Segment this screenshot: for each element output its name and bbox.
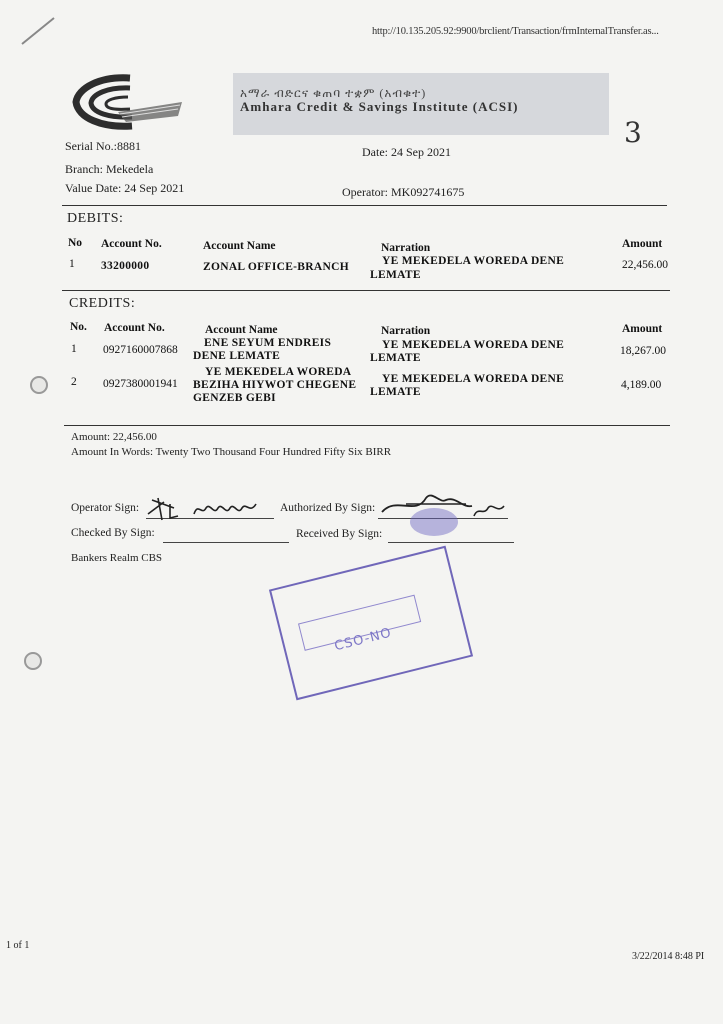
- credits-header-amount: Amount: [622, 323, 663, 335]
- debit-row-narration-line2: LEMATE: [370, 269, 421, 281]
- credits-header-narration: Narration: [381, 325, 431, 337]
- credits-header-account-name: Account Name: [205, 324, 278, 336]
- debits-header-no: No: [68, 237, 83, 249]
- credit-row-account-name-line1: ENE SEYUM ENDREIS: [204, 337, 332, 349]
- amount-in-words: Amount In Words: Twenty Two Thousand Four Hundred Fifty Six BIRR: [71, 446, 392, 458]
- print-timestamp: 3/22/2014 8:48 PI: [632, 951, 705, 962]
- serial-number: Serial No.:8881: [65, 139, 141, 153]
- debit-row-amount: 22,456.00: [622, 259, 668, 271]
- acsi-logo: [70, 72, 190, 132]
- page-url: http://10.135.205.92:9900/brclient/Transaction/frmInternalTransfer.as...: [372, 26, 659, 37]
- received-sign-label: Received By Sign:: [296, 528, 383, 540]
- credit-row-account-name-line2: DENE LEMATE: [193, 350, 281, 362]
- debits-header-narration: Narration: [381, 242, 431, 254]
- credit-row-account-name-line3: GENZEB GEBI: [193, 392, 276, 404]
- pin-mark: [18, 14, 58, 48]
- value-date: Value Date: 24 Sep 2021: [65, 181, 185, 195]
- credits-title: CREDITS:: [69, 296, 136, 311]
- divider: [62, 205, 667, 206]
- credit-row-narration-line2: LEMATE: [370, 386, 421, 398]
- credit-row-amount: 4,189.00: [621, 379, 662, 391]
- org-name-english: Amhara Credit & Savings Institute (ACSI): [240, 99, 519, 114]
- debit-row-no: 1: [69, 258, 75, 270]
- checked-sign-line: [163, 542, 289, 543]
- credit-row-account-name-line1: YE MEKEDELA WOREDA: [205, 366, 352, 378]
- branch: Branch: Mekedela: [65, 162, 154, 176]
- debit-row-narration-line1: YE MEKEDELA WOREDA DENE: [382, 255, 565, 267]
- checked-sign-label: Checked By Sign:: [71, 527, 155, 539]
- divider: [64, 425, 670, 426]
- stamp-text: CSO-NO: [332, 625, 394, 655]
- credit-row-no: 1: [71, 343, 77, 355]
- divider: [62, 290, 670, 291]
- debits-title: DEBITS:: [67, 211, 124, 226]
- operator-id: Operator: MK092741675: [342, 185, 465, 199]
- credit-row-amount: 18,267.00: [620, 345, 666, 357]
- authorized-signature: [376, 486, 512, 538]
- total-amount: Amount: 22,456.00: [71, 431, 157, 443]
- office-stamp: [269, 546, 473, 701]
- credit-row-narration-line2: LEMATE: [370, 352, 421, 364]
- page-count: 1 of 1: [6, 940, 30, 951]
- operator-signature: [144, 494, 264, 524]
- credit-row-no: 2: [71, 376, 77, 388]
- debits-header-account-name: Account Name: [203, 240, 276, 252]
- debits-header-amount: Amount: [622, 238, 663, 250]
- credits-header-no: No.: [70, 321, 87, 333]
- punch-hole: [24, 652, 42, 670]
- credit-row-narration-line1: YE MEKEDELA WOREDA DENE: [382, 339, 565, 351]
- credits-header-account-no: Account No.: [104, 322, 165, 334]
- credit-row-account-no: 0927160007868: [103, 344, 178, 356]
- document-date: Date: 24 Sep 2021: [362, 145, 451, 159]
- debit-row-account-name: ZONAL OFFICE-BRANCH: [203, 261, 349, 273]
- operator-sign-label: Operator Sign:: [71, 502, 140, 514]
- credit-row-account-name-line2: BEZIHA HIYWOT CHEGENE: [193, 379, 357, 391]
- authorized-sign-label: Authorized By Sign:: [280, 502, 376, 514]
- debits-header-account-no: Account No.: [101, 238, 162, 250]
- credit-row-narration-line1: YE MEKEDELA WOREDA DENE: [382, 373, 565, 385]
- page-mark: 3: [624, 116, 642, 149]
- punch-hole: [30, 376, 48, 394]
- received-sign-line: [388, 542, 514, 543]
- org-name-amharic: አማራ ብድርና ቁጠባ ተቋም (አብቁተ): [240, 86, 427, 100]
- credit-row-account-no: 0927380001941: [103, 378, 178, 390]
- system-name: Bankers Realm CBS: [71, 552, 163, 564]
- debit-row-account-no: 33200000: [101, 260, 150, 272]
